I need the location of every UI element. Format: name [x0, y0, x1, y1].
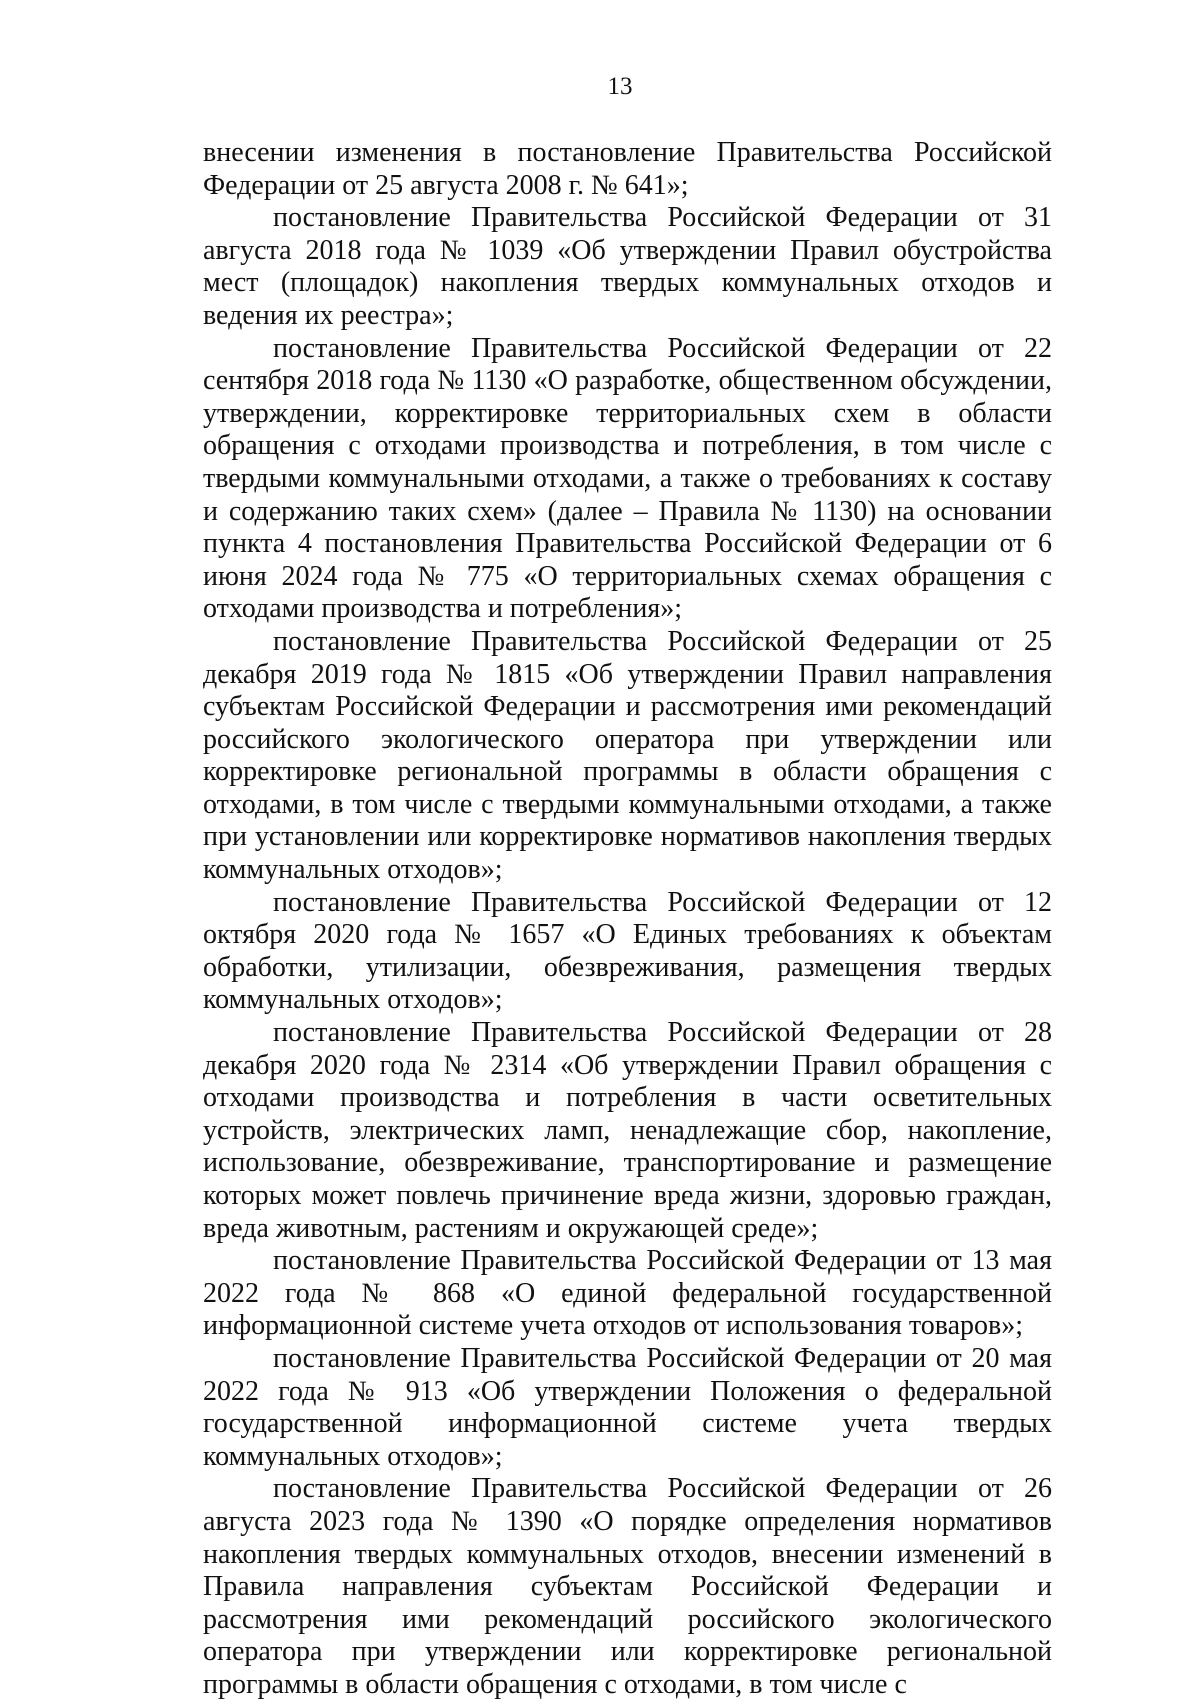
- paragraph-decree-2314: постановление Правительства Российской Федерации от 28 декабря 2020 года № 2314 «Об утверждении Правил обращения с отходами производства и потребления в части осветительных устройств, электрических ламп, ненадлежащие сбор, накопление, использование, обезвреживание, транспортирование и размещение которых может повлечь причинение вреда жизни, здоровью граждан, вреда животным, растениям и окружающей среде»;: [203, 1017, 1052, 1244]
- paragraph-decree-1039: постановление Правительства Российской Федерации от 31 августа 2018 года № 1039 «Об утверждении Правил обустройства мест (площадок) накопления твердых коммунальных отходов и ведения их реестра»;: [203, 202, 1052, 331]
- paragraph-decree-1815: постановление Правительства Российской Федерации от 25 декабря 2019 года № 1815 «Об утверждении Правил направления субъектам Российской Федерации и рассмотрения ими рекомендаций российского экологического оператора при утверждении или корректировке региональной программы в области обращения с отходами, в том числе с твердыми коммунальными отходами, а также при установлении или корректировке нормативов накопления твердых коммунальных отходов»;: [203, 625, 1052, 886]
- paragraph-decree-913: постановление Правительства Российской Федерации от 20 мая 2022 года № 913 «Об утверждении Положения о федеральной государственной информационной системе учета твердых коммунальных отходов»;: [203, 1342, 1052, 1472]
- document-body: [203, 137, 1052, 1702]
- page-number: 13: [607, 73, 633, 100]
- paragraph-decree-1130: постановление Правительства Российской Федерации от 22 сентября 2018 года № 1130 «О разработке, общественном обсуждении, утверждении, корректировке территориальных схем в области обращения с отходами производства и потребления, в том числе с твердыми коммунальными отходами, а также о требованиях к составу и содержанию таких схем» (далее – Правила № 1130) на основании пункта 4 постановления Правительства Российской Федерации от 6 июня 2024 года № 775 «О территориальных схемах обращения с отходами производства и потребления»;: [203, 332, 1052, 625]
- paragraph-decree-1657: постановление Правительства Российской Федерации от 12 октября 2020 года № 1657 «О Единых требованиях к объектам обработки, утилизации, обезвреживания, размещения твердых коммунальных отходов»;: [203, 886, 1052, 1016]
- paragraph-decree-868: постановление Правительства Российской Федерации от 13 мая 2022 года № 868 «О единой федеральной государственной информационной системе учета отходов от использования товаров»;: [203, 1245, 1052, 1342]
- paragraph-continuation: внесении изменения в постановление Правительства Российской Федерации от 25 августа 2008 г. № 641»;: [203, 137, 1052, 201]
- paragraph-decree-1390: постановление Правительства Российской Федерации от 26 августа 2023 года № 1390 «О порядке определения нормативов накопления твердых коммунальных отходов, внесении изменений в Правила направления субъектам Российской Федерации и рассмотрения ими рекомендаций российского экологического оператора при утверждении или корректировке региональной программы в области обращения с отходами, в том числе с: [203, 1473, 1052, 1700]
